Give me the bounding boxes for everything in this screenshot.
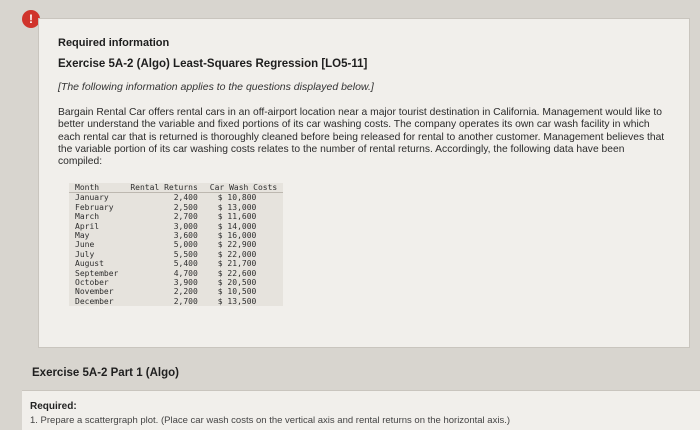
problem-description: Bargain Rental Car offers rental cars in an off-airport location near a major tourist destination in California. Management would like to better understand the variable and fixed portions of its car washing costs. The company operates its own car wash facility in which each rental car that is returned is thoroughly cleaned before being released for rental to another customer. Management believes that the variable portion of its car washing costs relates to the number of rental returns. Accordingly, the following data have been compiled: [58,107,665,168]
cell-month: March [75,212,100,222]
required-item-1: 1. Prepare a scattergraph plot. (Place car wash costs on the vertical axis and rental returns on the horizontal axis.) [30,415,510,426]
header-car-wash-costs: Car Wash Costs [204,183,283,193]
cell-month: February [75,202,114,212]
cell-cost: $ 13,500 [217,296,257,306]
cell-month: November [75,287,114,297]
cell-cost: $ 22,900 [217,240,257,250]
exercise-title: Exercise 5A-2 (Algo) Least-Squares Regression [LO5-11] [58,58,368,70]
instruction-note: [The following information applies to the questions displayed below.] [58,81,374,93]
alert-icon: ! [22,10,40,28]
table-row [69,203,283,212]
cell-month: September [75,268,119,278]
cell-cost: $ 10,500 [217,287,257,297]
table-row [69,222,283,231]
cell-cost: $ 20,500 [217,278,257,288]
cell-month: January [75,193,109,203]
cell-returns: 2,200 [173,287,198,297]
cell-cost: $ 14,000 [217,221,257,231]
cell-returns: 2,700 [173,296,198,306]
cell-returns: 5,500 [173,249,198,259]
cell-returns: 2,500 [173,202,198,212]
cell-month: August [75,259,104,269]
cell-returns: 5,400 [173,259,198,269]
cell-month: July [75,249,95,259]
table-row [69,193,283,203]
cell-month: May [75,231,90,241]
table-row [69,269,283,278]
header-rental-returns: Rental Returns [124,183,203,193]
table-row [69,250,283,259]
cell-returns: 3,600 [173,231,198,241]
table-row [69,212,283,221]
cell-month: June [75,240,95,250]
cell-returns: 4,700 [173,268,198,278]
cell-returns: 5,000 [173,240,198,250]
cell-cost: $ 21,700 [217,259,257,269]
cell-cost: $ 10,800 [217,193,257,203]
cell-cost: $ 13,000 [217,202,257,212]
header-month: Month [69,183,124,193]
table-header-row [69,183,283,193]
cell-cost: $ 16,000 [217,231,257,241]
table-row [69,297,283,306]
cell-cost: $ 11,600 [217,212,257,222]
part-title: Exercise 5A-2 Part 1 (Algo) [32,367,180,379]
cell-returns: 3,900 [173,278,198,288]
cell-month: April [75,221,100,231]
table-row [69,287,283,296]
cell-month: December [75,296,114,306]
cell-returns: 2,700 [173,212,198,222]
cell-month: October [75,278,109,288]
table-row [69,259,283,268]
table-row [69,231,283,240]
table-row [69,278,283,287]
cell-returns: 3,000 [173,221,198,231]
cell-cost: $ 22,600 [217,268,257,278]
cell-returns: 2,400 [173,193,198,203]
panel-title: Required information [58,37,170,49]
table-row [69,240,283,249]
rental-data-table [69,183,283,306]
required-information-panel [38,18,690,348]
required-heading: Required: [30,401,77,412]
cell-cost: $ 22,000 [217,249,257,259]
required-panel [22,390,700,430]
